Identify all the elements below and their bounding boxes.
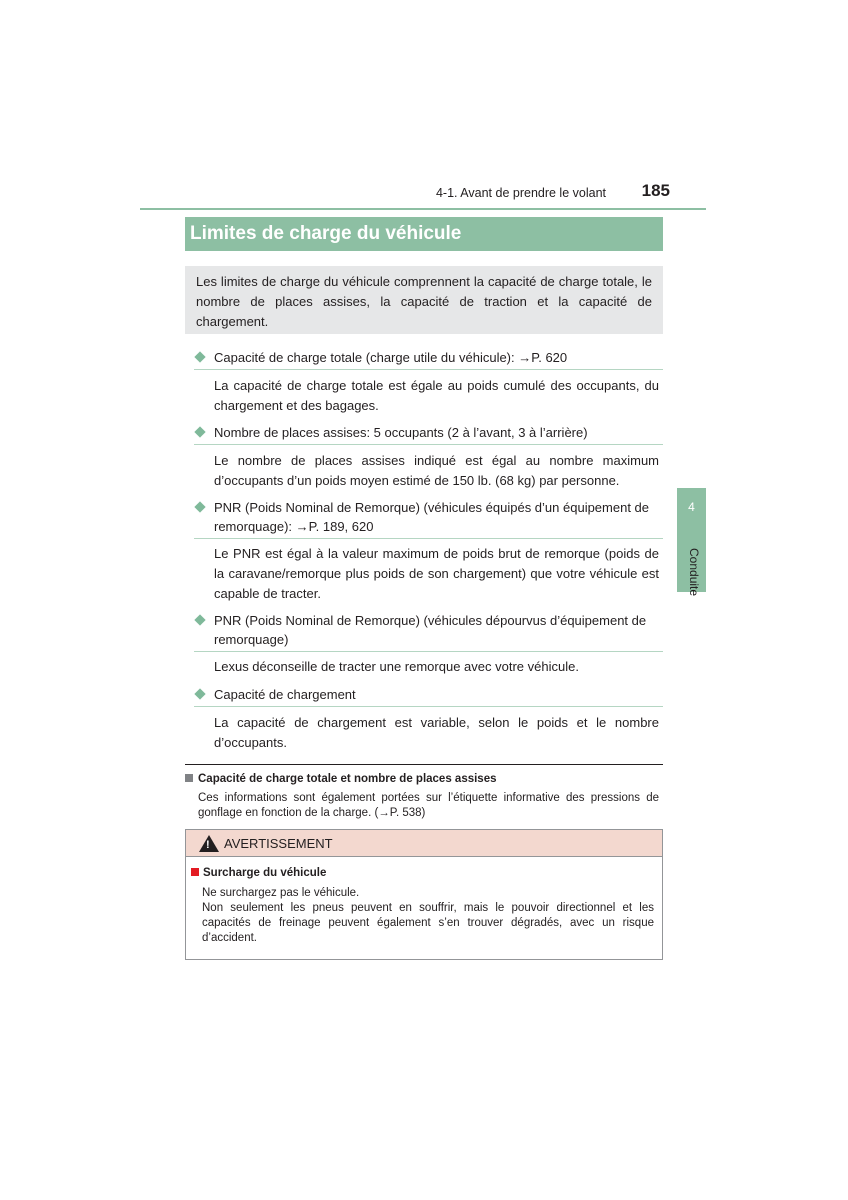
warning-label: AVERTISSEMENT [224, 836, 333, 851]
note-title: Capacité de charge totale et nombre de places assises [185, 773, 497, 785]
item-heading-4: PNR (Poids Nominal de Remorque) (véhicules dépourvus d’équipement de remorquage) [194, 611, 663, 652]
item-heading-2: Nombre de places assises: 5 occupants (2 à l’avant, 3 à l’arrière) [194, 423, 663, 445]
intro-box: Les limites de charge du véhicule comprennent la capacité de charge totale, le nombre de places assises, la capacité de traction et la capacité de chargement. [185, 266, 663, 334]
warning-box [185, 829, 663, 960]
chapter-title: 4-1. Avant de prendre le volant [435, 186, 606, 200]
note-divider [185, 764, 663, 765]
warning-triangle-icon: ! [199, 835, 219, 852]
item-heading-1: Capacité de charge totale (charge utile du véhicule): →P. 620 [194, 348, 663, 370]
item-body-2: Le nombre de places assises indiqué est égal au nombre maximum d’occupants d’un poids moyen estimé de 150 lb. (68 kg) par personne. [214, 453, 659, 488]
item-body-5: La capacité de chargement est variable, selon le poids et le nombre d’occupants. [214, 715, 659, 750]
chapter-tab-number: 4 [688, 500, 695, 514]
warning-header [186, 830, 662, 857]
gray-square-icon [185, 774, 193, 782]
page-number: 185 [641, 181, 670, 200]
red-square-icon [191, 868, 199, 876]
warning-line-2: Non seulement les pneus peuvent en souffrir, mais le pouvoir directionnel et les capacités de freinage peuvent également s’en trouver dégradés, avec un risque d’accident. [202, 902, 654, 944]
note-body: Ces informations sont également portées sur l’étiquette informative des pressions de gonflage en fonction de la charge. (→P. 538) [198, 792, 659, 819]
item-body-4: Lexus déconseille de tracter une remorque avec votre véhicule. [214, 659, 579, 674]
warning-body [202, 886, 654, 946]
item-body-3: Le PNR est égal à la valeur maximum de poids brut de remorque (poids de la caravane/remorque plus poids de son chargement) que votre véhicule est capable de tracter. [214, 546, 659, 601]
warning-line-1: Ne surchargez pas le véhicule. [202, 887, 360, 899]
page-header [140, 180, 706, 210]
item-heading-3: PNR (Poids Nominal de Remorque) (véhicules équipés d’un équipement de remorquage): →P. 189, 620 [194, 498, 663, 539]
item-body-1: La capacité de charge totale est égale au poids cumulé des occupants, du chargement et des bagages. [214, 378, 659, 413]
section-title: Limites de charge du véhicule [185, 217, 663, 251]
warning-item-title: Surcharge du véhicule [191, 867, 326, 879]
chapter-tab-label: Conduite [687, 548, 701, 597]
item-heading-5: Capacité de chargement [194, 685, 663, 707]
